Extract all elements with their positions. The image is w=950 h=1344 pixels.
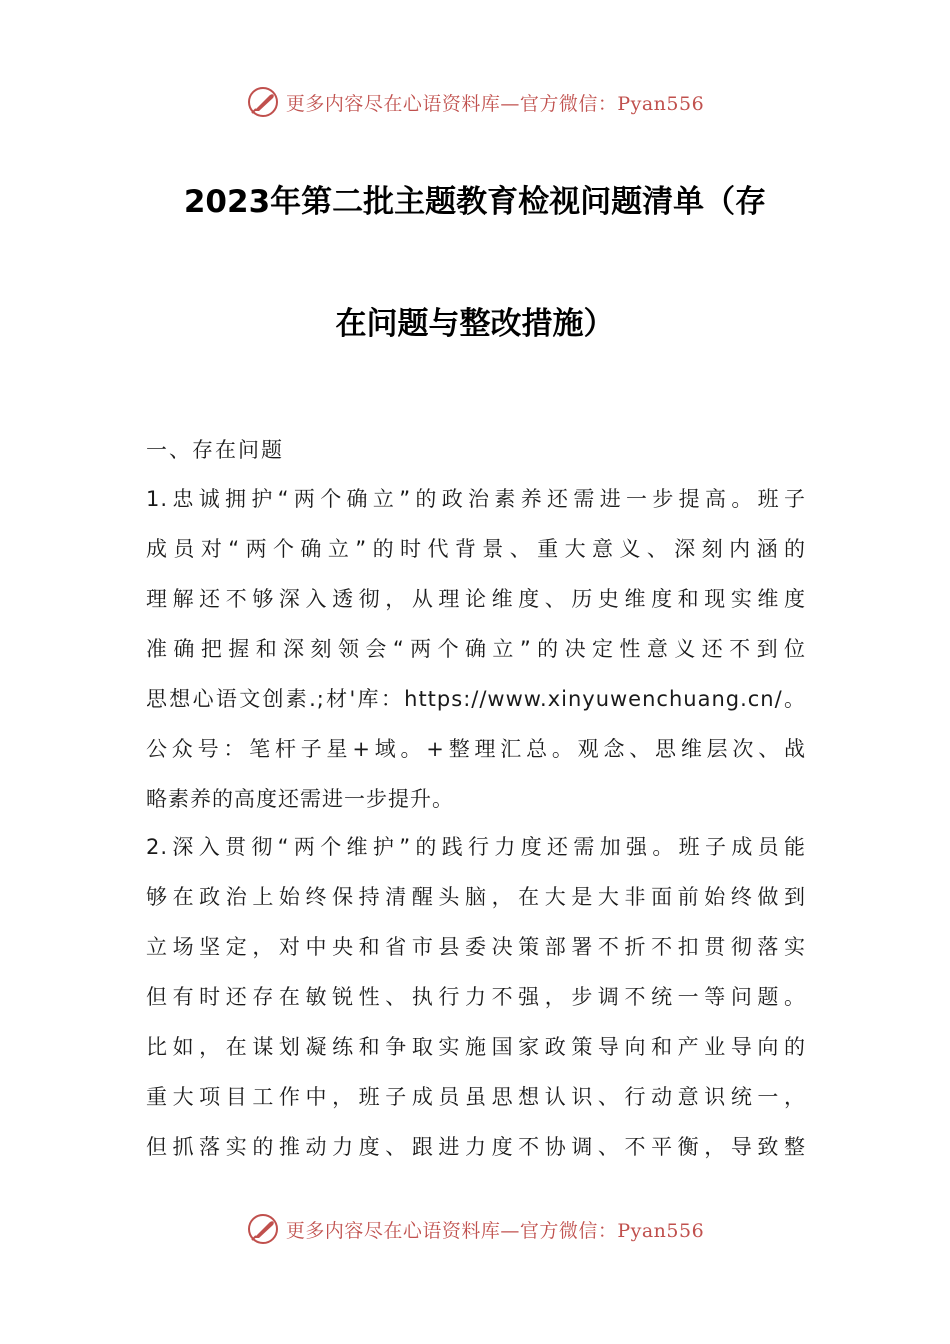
banner-text bbox=[286, 1216, 704, 1243]
paragraph-line: 准确把握和深刻领会“两个确立”的决定性意义还不到位 bbox=[146, 637, 806, 661]
paragraph-line: 但抓落实的推动力度、跟进力度不协调、不平衡，导致整 bbox=[146, 1135, 806, 1159]
paragraph-line: 1.忠诚拥护“两个确立”的政治素养还需进一步提高。班子 bbox=[146, 487, 806, 511]
banner-text bbox=[286, 89, 704, 116]
paragraph-1 bbox=[146, 484, 806, 834]
paragraph-line: 重大项目工作中，班子成员虽思想认识、行动意识统一， bbox=[146, 1085, 806, 1109]
banner-slogan: 更多内容尽在心语资料库—官方微信： bbox=[285, 1219, 618, 1242]
banner-slogan: 更多内容尽在心语资料库—官方微信： bbox=[285, 92, 618, 115]
paragraph-line: 但有时还存在敏锐性、执行力不强，步调不统一等问题。 bbox=[146, 985, 806, 1009]
quill-pen-logo-icon bbox=[246, 1212, 280, 1246]
paragraph-line: 公众号：笔杆子星+域。+整理汇总。观念、思维层次、战 bbox=[146, 737, 806, 761]
section-heading: 一、存在问题 bbox=[146, 438, 284, 462]
paragraph-line: 理解还不够深入透彻，从理论维度、历史维度和现实维度 bbox=[146, 587, 806, 611]
paragraph-line: 立场坚定，对中央和省市县委决策部署不折不扣贯彻落实 bbox=[146, 935, 806, 959]
paragraph-line: 思想心语文创素.;材'库：https://www.xinyuwenchuang.cn/。 bbox=[146, 687, 806, 711]
paragraph-line: 比如，在谋划凝练和争取实施国家政策导向和产业导向的 bbox=[146, 1035, 806, 1059]
paragraph-line: 成员对“两个确立”的时代背景、重大意义、深刻内涵的 bbox=[146, 537, 806, 561]
paragraph-2 bbox=[146, 832, 806, 1182]
paragraph-line: 略素养的高度还需进一步提升。 bbox=[146, 787, 454, 811]
header-watermark-banner bbox=[0, 82, 950, 122]
banner-wechat-id: Pyan556 bbox=[617, 92, 705, 115]
paragraph-line: 够在政治上始终保持清醒头脑，在大是大非面前始终做到 bbox=[146, 885, 806, 909]
quill-pen-logo-icon bbox=[246, 85, 280, 119]
footer-watermark-banner bbox=[0, 1209, 950, 1249]
banner-wechat-id: Pyan556 bbox=[617, 1219, 705, 1242]
paragraph-line: 2.深入贯彻“两个维护”的践行力度还需加强。班子成员能 bbox=[146, 835, 806, 859]
document-title-line-2: 在问题与整改措施） bbox=[335, 306, 615, 342]
document-title-line-1: 2023年第二批主题教育检视问题清单（存 bbox=[183, 184, 767, 220]
